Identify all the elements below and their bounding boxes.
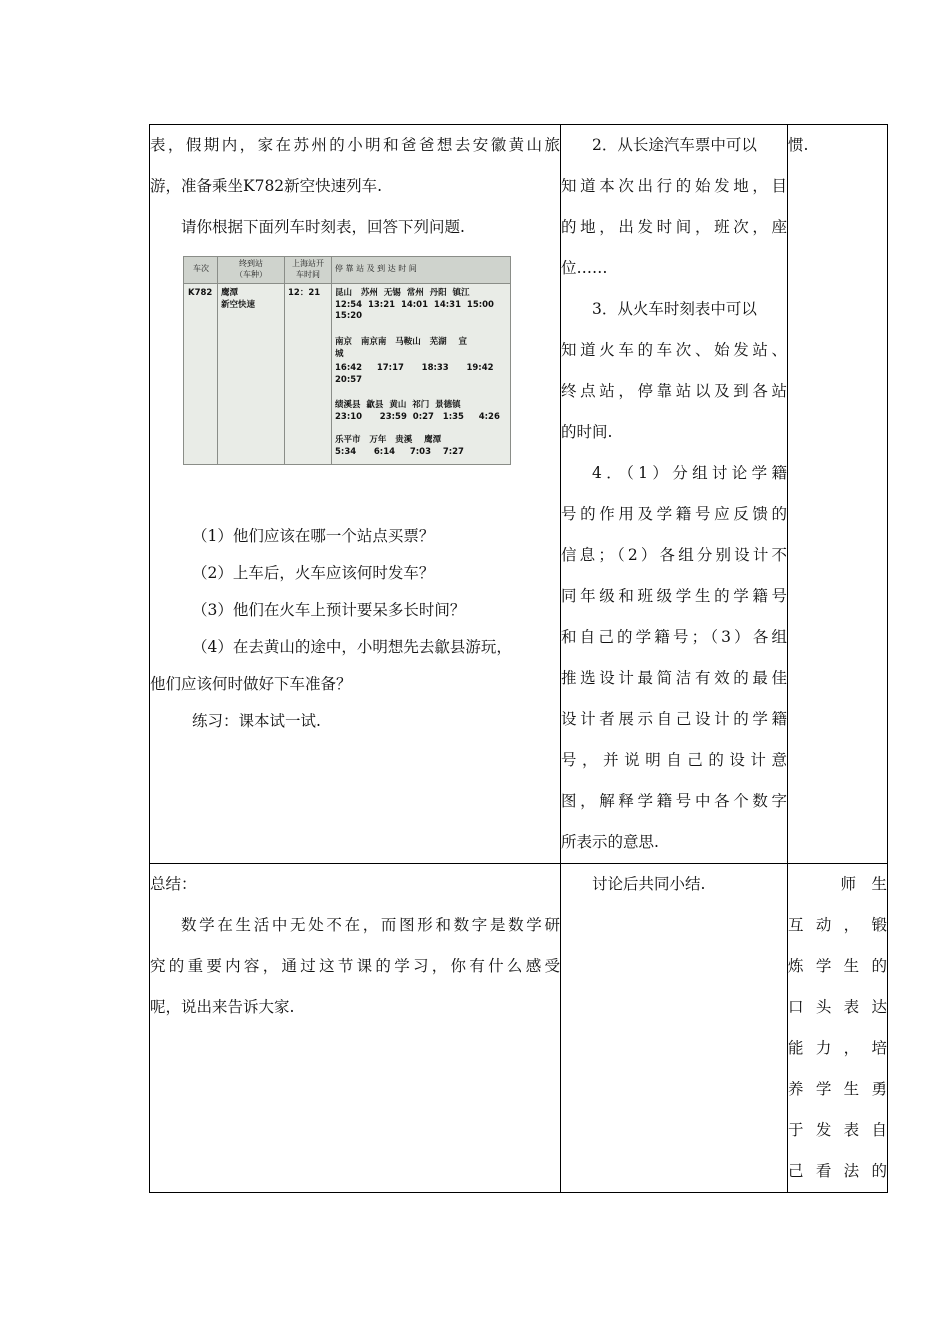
header-depart-2: 车时间 <box>296 270 320 279</box>
item4-line: 设计者展示自己设计的学籍 <box>561 710 787 728</box>
student-activity-cell <box>561 125 788 864</box>
intent-text: 惯. <box>788 136 809 154</box>
train-timetable-image <box>183 256 511 465</box>
stop-line: 15:20 <box>335 311 363 321</box>
stop-line: 23:10 23:59 0:27 1:35 4:26 <box>335 412 500 422</box>
question-1: （1）他们应该在哪一个站点买票？ <box>192 527 435 545</box>
summary-line: 究的重要内容，通过这节课的学习，你有什么感受 <box>150 957 560 975</box>
practice-line: 练习：课本试一试. <box>192 712 321 730</box>
stop-line: 南京 南京南 马鞍山 芜湖 宣 <box>335 337 467 347</box>
stop-line: 乐平市 万年 贵溪 鹰潭 <box>335 435 442 445</box>
item4-line: 所表示的意思. <box>561 833 659 851</box>
item2-line: 知道本次出行的始发地，目 <box>561 177 787 195</box>
item4-line: 4．（1）分组讨论学籍 <box>592 464 787 482</box>
item2-line: 的地，出发时间，班次，座 <box>561 218 787 236</box>
item2-line: 位…… <box>561 259 608 277</box>
intent-line: 能力，培 <box>788 1039 887 1057</box>
summary-activity-text: 讨论后共同小结. <box>592 875 706 893</box>
timetable-prompt: 请你根据下面列车时刻表，回答下列问题. <box>181 218 465 236</box>
intent-line: 己看法的 <box>788 1162 887 1180</box>
item3-line: 3．从火车时刻表中可以 <box>592 300 757 318</box>
item4-line: 推选设计最简洁有效的最佳 <box>561 669 787 687</box>
item3-line: 知道火车的车次、始发站、 <box>561 341 787 359</box>
summary-intent-cell <box>788 864 888 1193</box>
train-type: 新空快速 <box>221 300 256 310</box>
question-4-cont: 他们应该何时做好下车准备？ <box>150 675 352 693</box>
item4-line: 和自己的学籍号；（3）各组 <box>561 628 787 646</box>
item4-line: 图，解释学籍号中各个数字 <box>561 792 787 810</box>
stop-line: 5:34 6:14 7:03 7:27 <box>335 447 464 457</box>
question-4: （4）在去黄山的途中，小明想先去歙县游玩， <box>192 638 512 656</box>
header-train-no: 车次 <box>193 264 209 273</box>
summary-cell <box>150 864 561 1193</box>
terminal-station: 鹰潭 <box>221 288 239 298</box>
summary-title: 总结： <box>150 875 197 893</box>
summary-line: 呢，说出来告诉大家. <box>150 998 295 1016</box>
depart-time: 12：21 <box>288 288 321 298</box>
stop-line: 昆山 苏州 无锡 常州 丹阳 镇江 <box>335 288 470 298</box>
header-train-type: （车种） <box>235 270 267 279</box>
lesson-plan-table <box>149 124 888 1193</box>
intent-line: 于发表自 <box>788 1121 887 1139</box>
item2-line: 2．从长途汽车票中可以 <box>592 136 757 154</box>
intro-line-1: 表，假期内，家在苏州的小明和爸爸想去安徽黄山旅 <box>150 136 560 154</box>
item4-line: 号，并说明自己的设计意 <box>561 751 787 769</box>
item3-line: 终点站，停靠站以及到各站 <box>561 382 787 400</box>
design-intent-cell <box>788 125 888 864</box>
header-terminal: 终到站 <box>239 259 263 268</box>
activity-cell <box>150 125 561 864</box>
intent-line: 炼学生的 <box>788 957 887 975</box>
intent-line: 师 生 <box>840 875 887 893</box>
question-3: （3）他们在火车上预计要呆多长时间？ <box>192 601 466 619</box>
question-2: （2）上车后，火车应该何时发车？ <box>192 564 435 582</box>
stop-line: 20:57 <box>335 375 363 385</box>
intent-line: 互动，锻 <box>788 916 887 934</box>
item4-line: 同年级和班级学生的学籍号 <box>561 587 787 605</box>
train-number: K782 <box>188 288 213 298</box>
header-depart: 上海站开 <box>292 259 324 268</box>
intent-line: 口头表达 <box>788 998 887 1016</box>
stop-line: 城 <box>335 349 344 359</box>
item4-line: 信息；（2）各组分别设计不 <box>561 546 787 564</box>
intent-line: 养学生勇 <box>788 1080 887 1098</box>
summary-line: 数学在生活中无处不在，而图形和数字是数学研 <box>181 916 560 934</box>
stop-line: 12:54 13:21 14:01 14:31 15:00 <box>335 300 494 310</box>
header-stops: 停 靠 站 及 到 达 时 间 <box>335 264 417 273</box>
summary-activity-cell <box>561 864 788 1193</box>
stop-line: 绩溪县 歙县 黄山 祁门 景德镇 <box>335 400 461 410</box>
intro-line-2: 游，准备乘坐K782新空快速列车. <box>150 177 383 195</box>
item3-line: 的时间. <box>561 423 613 441</box>
stop-line: 16:42 17:17 18:33 19:42 <box>335 363 494 373</box>
item4-line: 号的作用及学籍号应反馈的 <box>561 505 787 523</box>
